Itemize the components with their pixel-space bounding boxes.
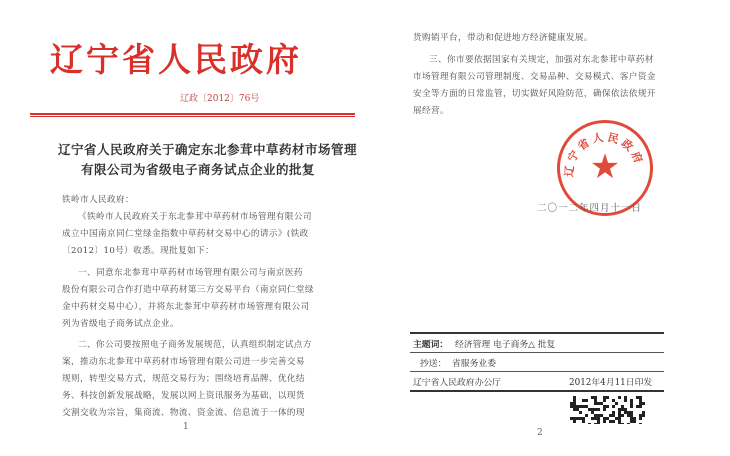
- body-line: 成立中国南京同仁堂绿金指数中草药材交易中心的请示》(铁政: [62, 229, 309, 239]
- svg-text:辽宁省人民政府: 辽宁省人民政府: [562, 130, 647, 178]
- barcode-cell: [603, 396, 606, 399]
- footer-rule-bottom: [410, 390, 664, 392]
- barcode-cell: [582, 405, 585, 408]
- barcode-cell: [573, 408, 576, 411]
- topic-words: 经济管理 电子商务△ 批复: [455, 340, 556, 350]
- barcode-cell: [606, 396, 609, 399]
- barcode-cell: [597, 402, 600, 405]
- document-number: 辽政〔2012〕76号: [180, 94, 260, 104]
- barcode-cell: [636, 405, 639, 408]
- barcode-cell: [630, 399, 633, 402]
- body-line: 市场管理有限公司管理制度、交易品种、交易模式、客户资金: [413, 72, 656, 82]
- red-rule: [30, 113, 355, 115]
- barcode-cell: [639, 405, 642, 408]
- barcode-cell: [639, 396, 642, 399]
- body-line: 列为省级电子商务试点企业。: [62, 319, 179, 329]
- barcode-cell: [630, 420, 633, 423]
- footer-rule-top: [410, 332, 664, 334]
- barcode-cell: [642, 411, 645, 414]
- barcode-cell: [609, 414, 612, 417]
- barcode-cell: [597, 423, 600, 424]
- barcode-cell: [624, 408, 627, 411]
- barcode-cell: [612, 399, 615, 402]
- barcode-cell: [582, 399, 585, 402]
- barcode-cell: [603, 420, 606, 423]
- barcode-cell: [588, 408, 591, 411]
- barcode-cell: [615, 417, 618, 420]
- body-line: 金中药材交易中心），并将东北参茸中草药材市场管理有限公司: [62, 302, 310, 312]
- barcode-cell: [591, 411, 594, 414]
- barcode-cell: [624, 399, 627, 402]
- barcode-cell: [612, 414, 615, 417]
- body-line: 二、你公司要按照电子商务发展规范，认真组织制定试点方: [78, 340, 312, 350]
- barcode-cell: [585, 405, 588, 408]
- barcode-cell: [570, 402, 573, 405]
- barcode-cell: [603, 405, 606, 408]
- barcode-cell: [630, 411, 633, 414]
- barcode-cell: [591, 408, 594, 411]
- barcode-cell: [636, 396, 639, 399]
- barcode-cell: [591, 417, 594, 420]
- barcode-cell: [597, 414, 600, 417]
- topic-words-label: 主题词：: [413, 340, 449, 350]
- issuing-office: 辽宁省人民政府办公厅: [413, 378, 501, 388]
- barcode-cell: [621, 414, 624, 417]
- barcode-cell: [618, 411, 621, 414]
- barcode-cell: [612, 420, 615, 423]
- body-line: 三、你市要依据国家有关规定，加强对东北参茸中草药材: [429, 55, 654, 65]
- barcode-cell: [618, 396, 621, 399]
- barcode-cell: [594, 417, 597, 420]
- barcode-cell: [624, 396, 627, 399]
- body-line: 货购销平台，带动和促进地方经济健康发展。: [413, 33, 593, 43]
- barcode-cell: [618, 420, 621, 423]
- body-line: 〔2012〕10号）收悉。现批复如下：: [62, 246, 215, 256]
- barcode-cell: [594, 408, 597, 411]
- barcode-cell: [585, 414, 588, 417]
- document-title-line-2: 有限公司为省级电子商务试点企业的批复: [80, 162, 315, 177]
- page-number-right: 2: [537, 428, 543, 438]
- barcode-cell: [624, 411, 627, 414]
- barcode-cell: [642, 402, 645, 405]
- barcode-cell: [594, 396, 597, 399]
- addressee: 铁岭市人民政府：: [62, 195, 134, 205]
- body-line: 展经营。: [413, 106, 449, 116]
- barcode-cell: [573, 402, 576, 405]
- barcode-cell: [618, 414, 621, 417]
- page-number-left: 1: [183, 422, 189, 432]
- barcode-cell: [627, 411, 630, 414]
- barcode-cell: [639, 423, 642, 424]
- barcode-cell: [594, 399, 597, 402]
- barcode-cell: [612, 405, 615, 408]
- barcode-cell: [585, 399, 588, 402]
- barcode-cell: [597, 417, 600, 420]
- barcode-cell: [642, 414, 645, 417]
- barcode-cell: [618, 417, 621, 420]
- body-line: 案，推动东北参茸中草药材市场管理有限公司进一步完善交易: [62, 357, 305, 367]
- barcode-cell: [582, 420, 585, 423]
- barcode-cell: [582, 417, 585, 420]
- barcode-cell: [615, 402, 618, 405]
- body-line: 股份有限公司合作打造中草药材第三方交易平台（南京同仁堂绿: [62, 285, 314, 295]
- footer-rule: [410, 352, 664, 353]
- body-line: 安全等方面的日常监管，切实做好风险防范，确保依法依规开: [413, 89, 656, 99]
- footer-rule: [410, 371, 664, 372]
- barcode-cell: [612, 411, 615, 414]
- barcode-cell: [573, 405, 576, 408]
- barcode-cell: [570, 417, 573, 420]
- barcode-cell: [630, 417, 633, 420]
- barcode-cell: [633, 420, 636, 423]
- barcode-cell: [579, 405, 582, 408]
- barcode-cell: [618, 423, 621, 424]
- barcode-cell: [627, 423, 630, 424]
- barcode-cell: [621, 405, 624, 408]
- barcode-cell: [630, 405, 633, 408]
- issuer-header: 辽宁省人民政府: [50, 40, 302, 79]
- barcode-cell: [597, 408, 600, 411]
- barcode-cell: [621, 423, 624, 424]
- barcode-cell: [633, 417, 636, 420]
- print-date: 2012年4月11日印发: [569, 378, 653, 388]
- body-line: 交割交收为宗旨，集商流、物流、资金流、信息流于一体的现: [62, 408, 305, 418]
- cc-value: 省服务业委: [452, 359, 496, 369]
- barcode-cell: [639, 399, 642, 402]
- body-line: 务、科技创新发展战略，发展以网上资讯服务为基础，以现货: [62, 391, 305, 401]
- barcode-cell: [609, 420, 612, 423]
- barcode-cell: [606, 417, 609, 420]
- qr-barcode: [570, 396, 645, 424]
- barcode-cell: [594, 414, 597, 417]
- barcode-cell: [573, 396, 576, 399]
- barcode-cell: [630, 402, 633, 405]
- barcode-cell: [576, 408, 579, 411]
- barcode-cell: [588, 423, 591, 424]
- barcode-cell: [603, 408, 606, 411]
- red-rule-thin: [30, 116, 355, 117]
- barcode-cell: [603, 417, 606, 420]
- document-title-line-1: 辽宁省人民政府关于确定东北参茸中草药材市场管理: [58, 142, 358, 157]
- signature-date: 二〇一二年四月十一日: [537, 203, 643, 214]
- barcode-cell: [630, 414, 633, 417]
- barcode-cell: [573, 417, 576, 420]
- body-line: 规则，转型交易方式，规范交易行为；围绕培育品牌、优化结: [62, 374, 305, 384]
- barcode-cell: [576, 417, 579, 420]
- barcode-cell: [600, 402, 603, 405]
- barcode-cell: [597, 420, 600, 423]
- barcode-cell: [579, 417, 582, 420]
- barcode-cell: [639, 417, 642, 420]
- barcode-cell: [639, 402, 642, 405]
- barcode-cell: [579, 411, 582, 414]
- barcode-cell: [618, 408, 621, 411]
- barcode-cell: [591, 396, 594, 399]
- barcode-cell: [639, 414, 642, 417]
- body-line: 《铁岭市人民政府关于东北参茸中草药材市场管理有限公司: [78, 212, 312, 222]
- barcode-cell: [606, 405, 609, 408]
- barcode-cell: [600, 414, 603, 417]
- emblem-star-icon: ★: [589, 147, 621, 187]
- barcode-cell: [576, 405, 579, 408]
- barcode-cell: [570, 405, 573, 408]
- barcode-cell: [573, 420, 576, 423]
- barcode-cell: [594, 423, 597, 424]
- barcode-cell: [603, 399, 606, 402]
- barcode-cell: [573, 399, 576, 402]
- body-line: 一、同意东北参茸中草药材市场管理有限公司与南京医药: [78, 268, 303, 278]
- barcode-cell: [621, 408, 624, 411]
- cc-label: 抄送：: [420, 359, 447, 369]
- barcode-cell: [627, 414, 630, 417]
- barcode-cell: [594, 402, 597, 405]
